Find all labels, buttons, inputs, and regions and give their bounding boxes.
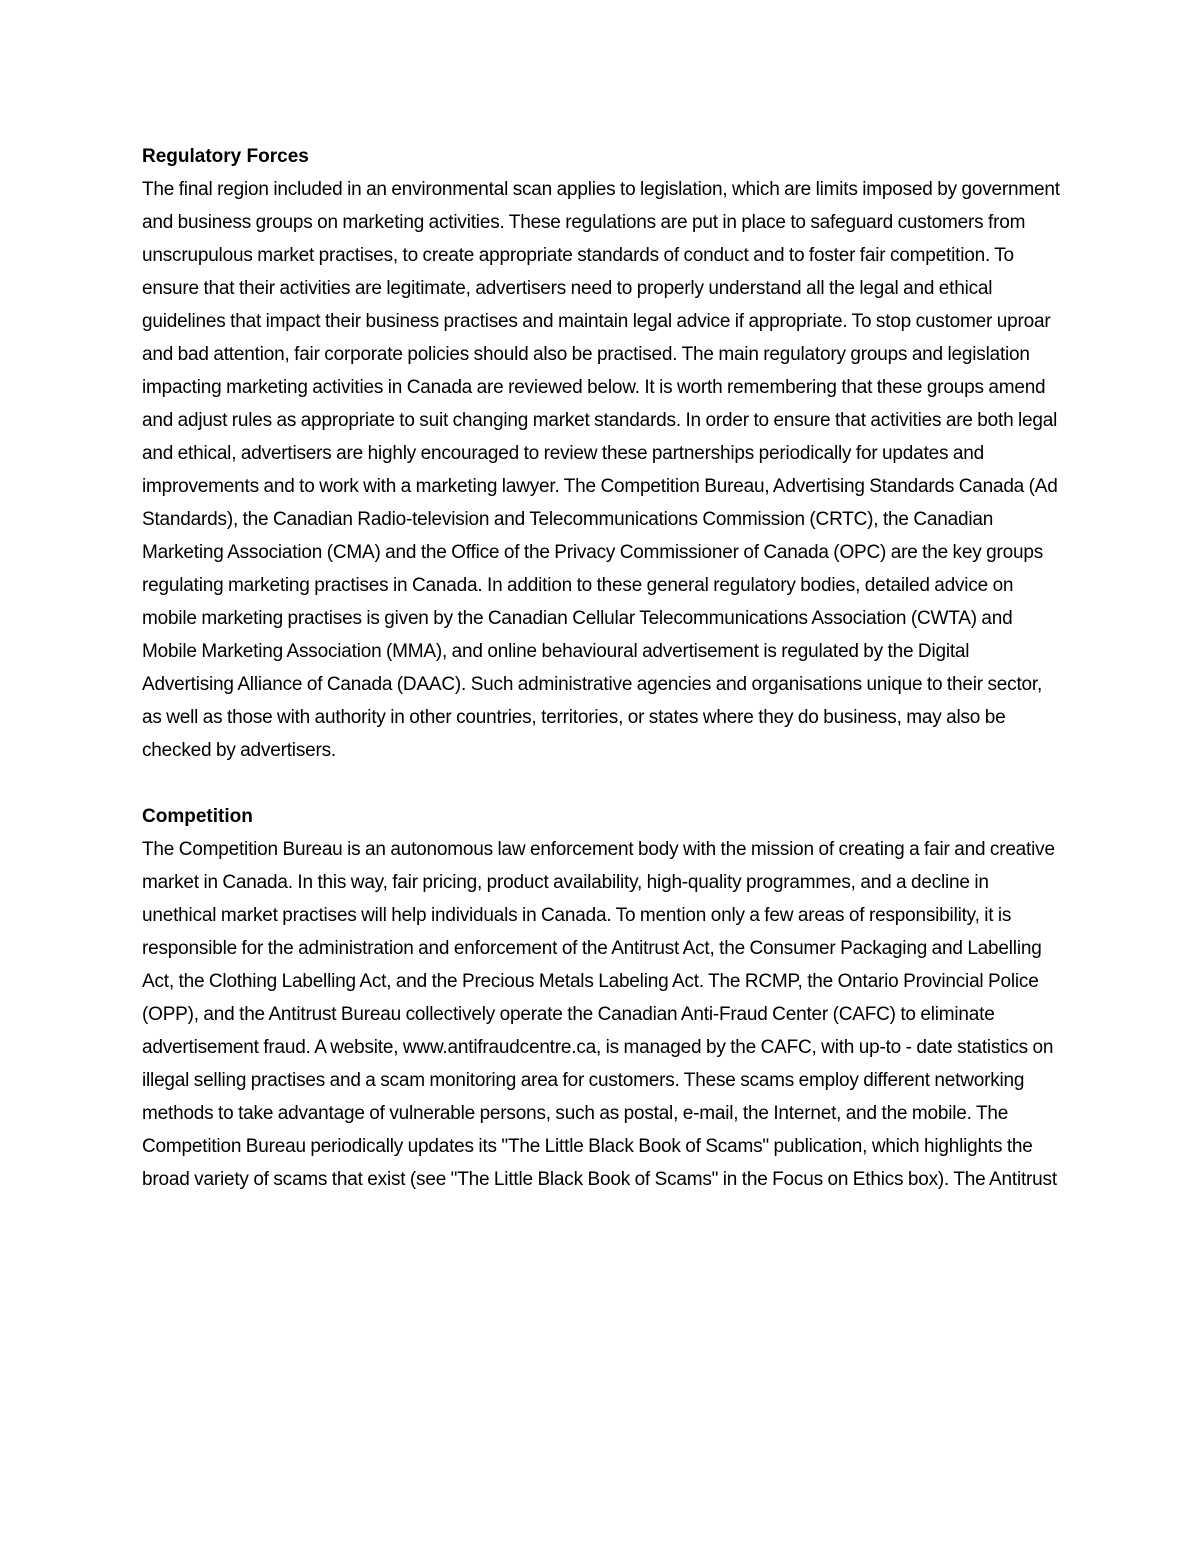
section-heading: Regulatory Forces — [142, 146, 309, 167]
section-heading: Competition — [142, 806, 253, 827]
document-page — [142, 140, 1062, 1196]
section-competition — [142, 800, 1062, 1196]
section-body: The final region included in an environmental scan applies to legislation, which are limits imposed by government and business groups on marketing activities. These regulations are put in place to safeguard customers from unscrupulous market practises, to create appropriate standards of conduct and to foster fair competition. To ensure that their activities are legitimate, advertisers need to properly understand all the legal and ethical guidelines that impact their business practises and maintain legal advice if appropriate. To stop customer uproar and bad attention, fair corporate policies should also be practised. The main regulatory groups and legislation impacting marketing activities in Canada are reviewed below. It is worth remembering that these groups amend and adjust rules as appropriate to suit changing market standards. In order to ensure that activities are both legal and ethical, advertisers are highly encouraged to review these partnerships periodically for updates and improvements and to work with a marketing lawyer. The Competition Bureau, Advertising Standards Canada (Ad Standards), the Canadian Radio-television and Telecommunications Commission (CRTC), the Canadian Marketing Association (CMA) and the Office of the Privacy Commissioner of Canada (OPC) are the key groups regulating marketing practises in Canada. In addition to these general regulatory bodies, detailed advice on mobile marketing practises is given by the Canadian Cellular Telecommunications Association (CWTA) and Mobile Marketing Association (MMA), and online behavioural advertisement is regulated by the Digital Advertising Alliance of Canada (DAAC). Such administrative agencies and organisations unique to their sector, as well as those with authority in other countries, territories, or states where they do business, may also be checked by advertisers. — [142, 179, 1060, 761]
section-regulatory-forces — [142, 140, 1062, 767]
section-body: The Competition Bureau is an autonomous law enforcement body with the mission of creating a fair and creative market in Canada. In this way, fair pricing, product availability, high-quality programmes, and a decline in unethical market practises will help individuals in Canada. To mention only a few areas of responsibility, it is responsible for the administration and enforcement of the Antitrust Act, the Consumer Packaging and Labelling Act, the Clothing Labelling Act, and the Precious Metals Labeling Act. The RCMP, the Ontario Provincial Police (OPP), and the Antitrust Bureau collectively operate the Canadian Anti-Fraud Center (CAFC) to eliminate advertisement fraud. A website, www.antifraudcentre.ca, is managed by the CAFC, with up-to - date statistics on illegal selling practises and a scam monitoring area for customers. These scams employ different networking methods to take advantage of vulnerable persons, such as postal, e-mail, the Internet, and the mobile. The Competition Bureau periodically updates its "The Little Black Book of Scams" publication, which highlights the broad variety of scams that exist (see "The Little Black Book of Scams" in the Focus on Ethics box). The Antitrust — [142, 839, 1057, 1190]
paragraph-spacer — [142, 767, 1062, 800]
